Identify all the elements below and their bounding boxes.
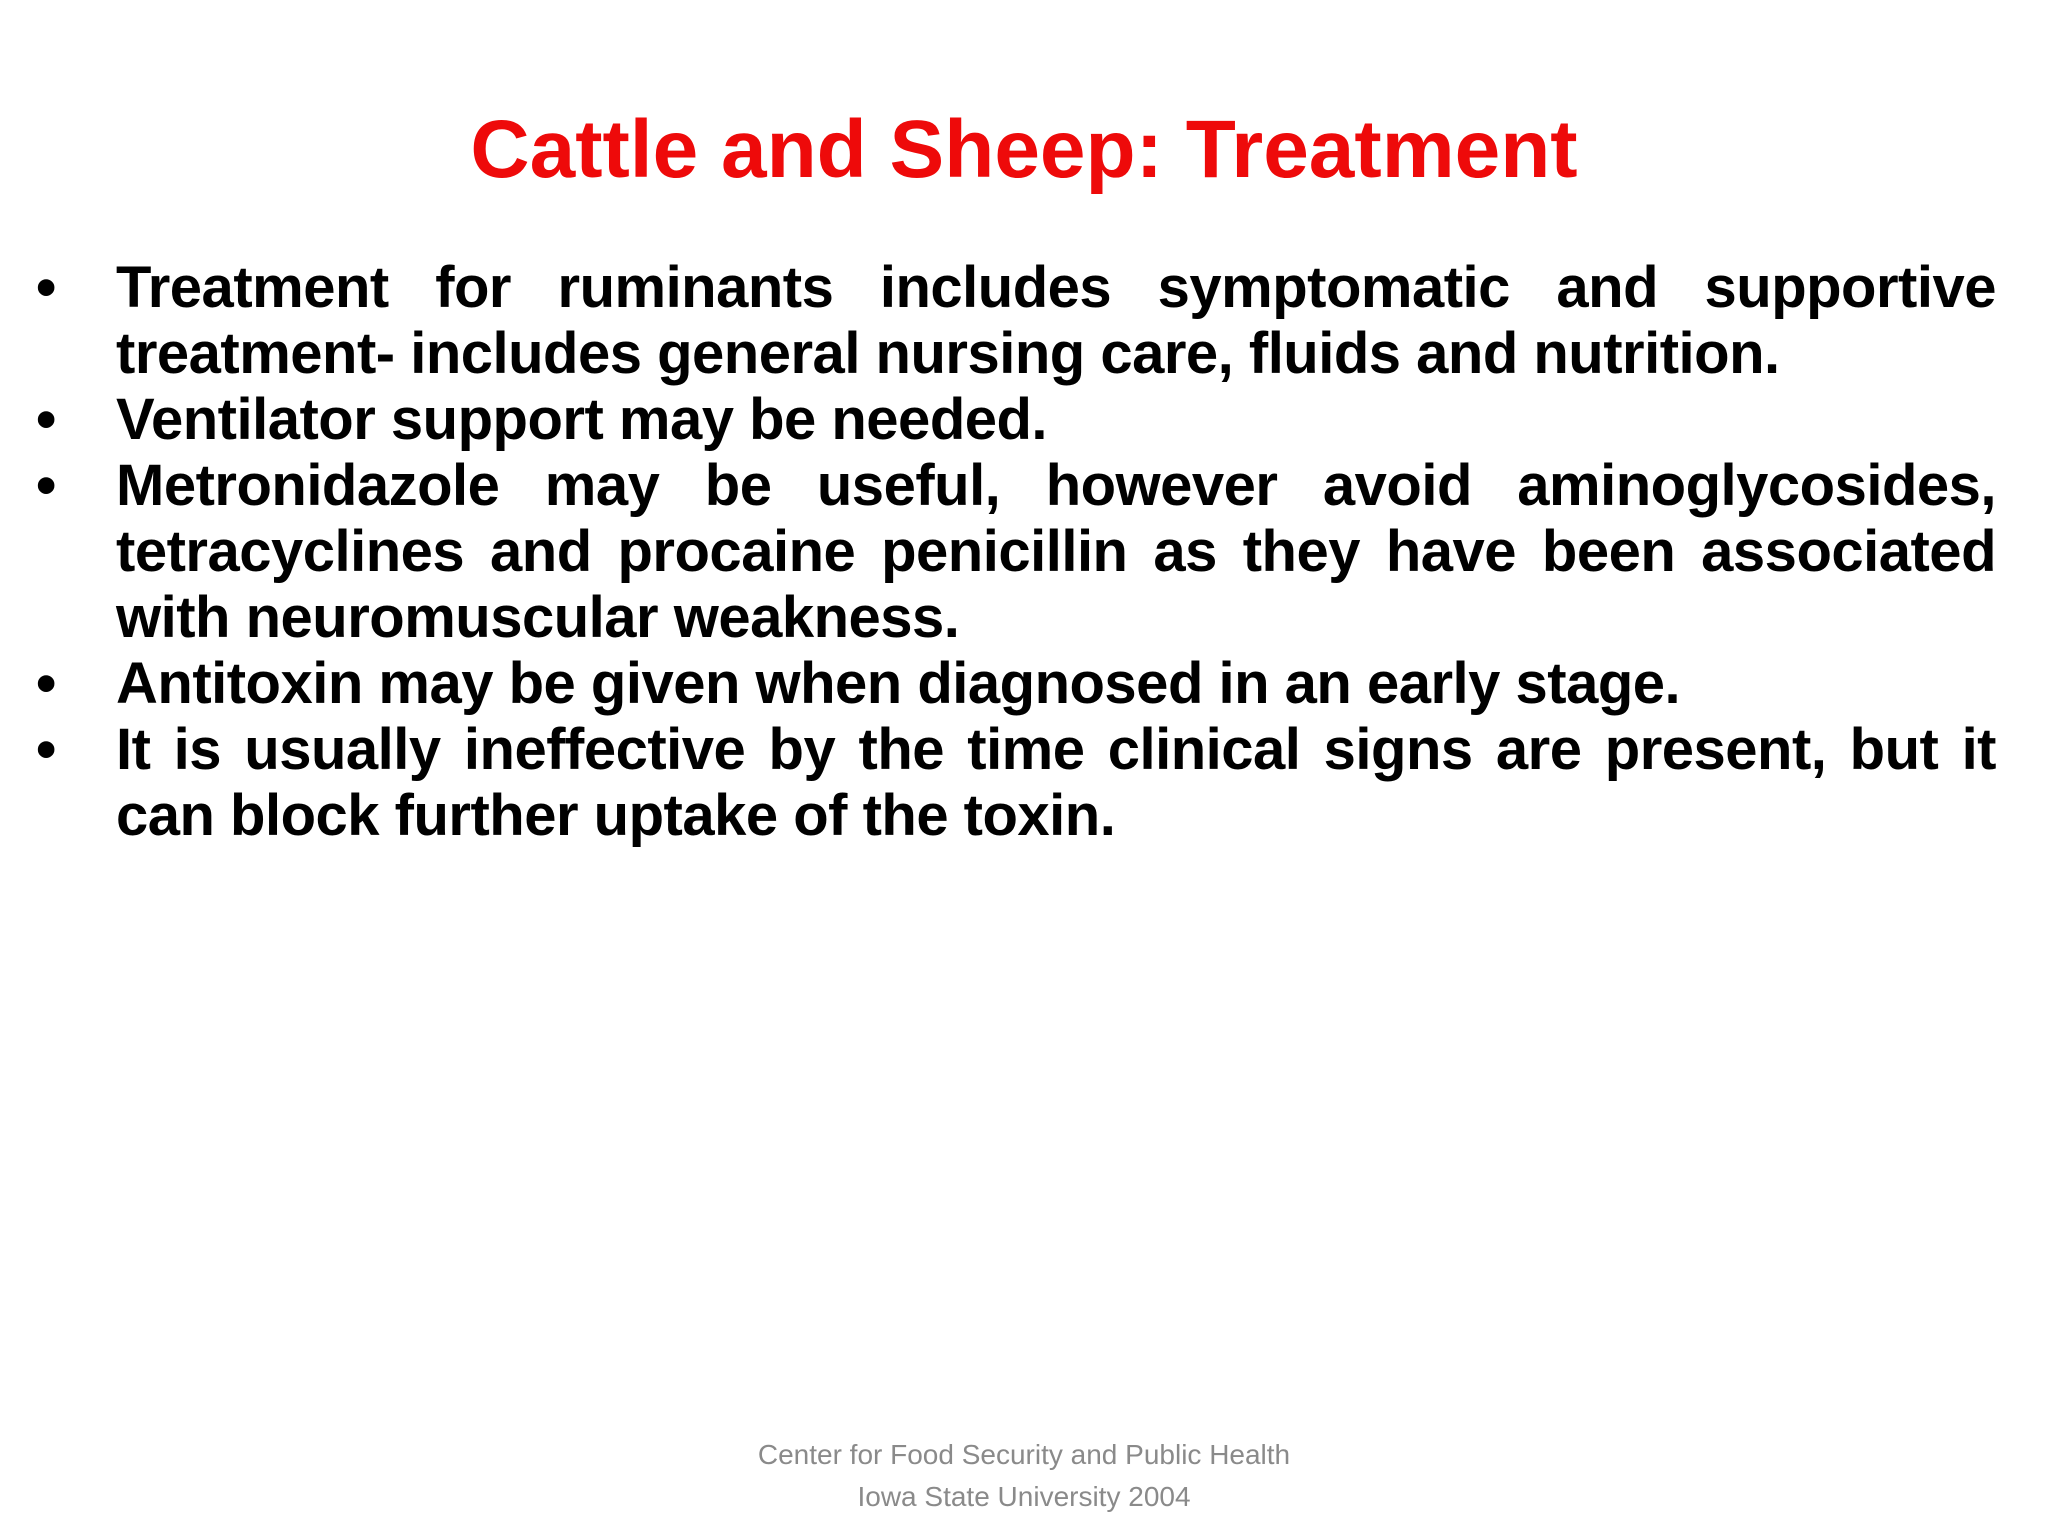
- bullet-text: It is usually ineffective by the time clinical signs are present, but it can block further uptake of the toxin.: [116, 717, 1996, 848]
- bullet-item: [36, 255, 1996, 387]
- bullet-item: [36, 453, 1996, 651]
- bullet-dot-icon: •: [36, 717, 56, 782]
- footer-line-organization: Center for Food Security and Public Health: [757, 1439, 1291, 1470]
- bullet-text: Metronidazole may be useful, however avoid aminoglycosides, tetracyclines and procaine penicillin as they have been associated with neuromuscular weakness.: [116, 453, 1996, 650]
- slide-footer: [0, 1434, 2048, 1518]
- bullet-text: Treatment for ruminants includes symptomatic and supportive treatment- includes general nursing care, fluids and nutrition.: [116, 255, 1996, 386]
- bullet-list: [36, 255, 1996, 849]
- bullet-text: Ventilator support may be needed.: [116, 387, 1048, 452]
- bullet-text: Antitoxin may be given when diagnosed in an early stage.: [116, 651, 1681, 716]
- footer-line-university: Iowa State University 2004: [857, 1481, 1191, 1512]
- slide-title: Cattle and Sheep: Treatment: [470, 104, 1578, 195]
- bullet-dot-icon: •: [36, 651, 56, 716]
- bullet-item: [36, 717, 1996, 849]
- bullet-dot-icon: •: [36, 387, 56, 452]
- bullet-dot-icon: •: [36, 453, 56, 518]
- bullet-item: [36, 651, 1996, 717]
- bullet-item: [36, 387, 1996, 453]
- bullet-dot-icon: •: [36, 255, 56, 320]
